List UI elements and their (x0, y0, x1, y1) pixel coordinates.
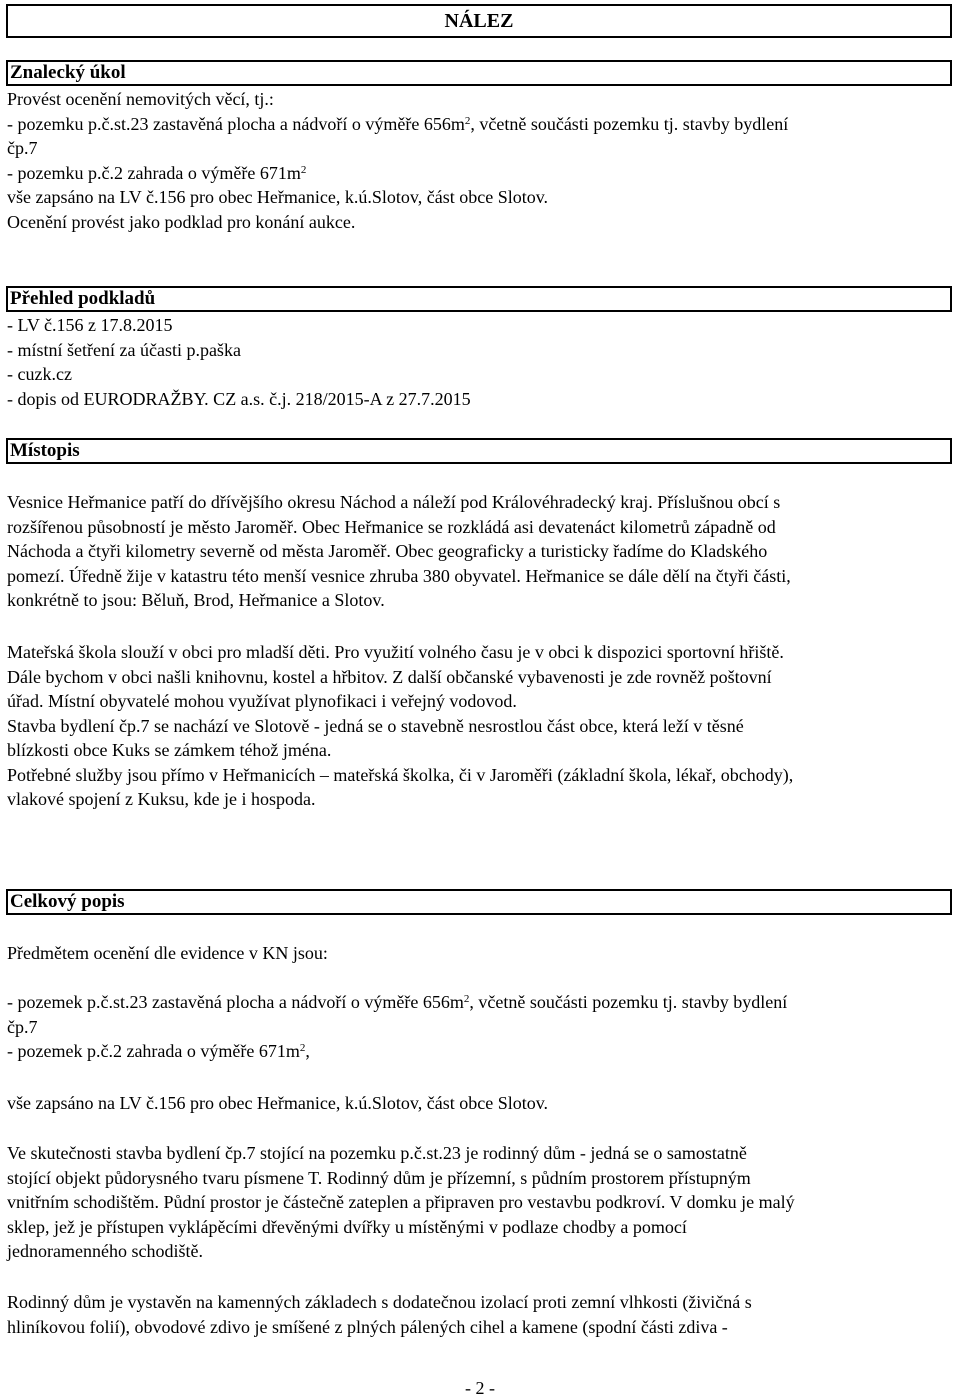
prehled-podkladu-list (7, 313, 953, 411)
text-line: stojící objekt půdorysného tvaru písmene T. Rodinný dům je přízemní, s půdním prostorem přístupným (7, 1167, 751, 1188)
text-line: Ocenění provést jako podklad pro konání aukce. (7, 211, 356, 232)
text-line: čp.7 (7, 138, 38, 158)
text-line: konkrétně to jsou: Běluň, Brod, Heřmanice a Slotov. (7, 590, 385, 610)
text-line: pomezí. Úředně žije v katastru této menší vesnice zhruba 380 obyvatel. Heřmanice se dále dělí na čtyři části, (7, 565, 791, 586)
text-line: Rodinný dům je vystavěn na kamenných základech s dodatečnou izolací proti zemní vlhkosti (živičná s (7, 1292, 752, 1312)
list-item: - cuzk.cz (7, 364, 72, 384)
celkovy-popis-paragraph-1 (7, 1141, 953, 1264)
list-item: - LV č.156 z 17.8.2015 (7, 315, 173, 335)
mistopis-paragraph-2 (7, 640, 953, 812)
section-heading-prehled-podkladu: Přehled podkladů (6, 286, 952, 312)
text-line: vše zapsáno na LV č.156 pro obec Heřmanice, k.ú.Slotov, část obce Slotov. (7, 1093, 549, 1113)
page-title: NÁLEZ (6, 4, 952, 38)
page-number: - 2 - (465, 1378, 495, 1398)
section-heading-mistopis: Místopis (6, 438, 952, 464)
text-line: rozšířenou působností je město Jaroměř. Obec Heřmanice se rozkládá asi devatenáct kilometrů západně od (7, 516, 776, 537)
text-line: Potřebné služby jsou přímo v Heřmanicích – mateřská školka, či v Jaroměři (základní škola, lékař, obchody), (7, 764, 794, 785)
text-line: Předmětem ocenění dle evidence v KN jsou: (7, 943, 328, 963)
text-line: Vesnice Heřmanice patří do dřívějšího okresu Náchod a náleží pod Královéhradecký kraj. Příslušnou obcí s (7, 492, 781, 512)
text-line: vše zapsáno na LV č.156 pro obec Heřmanice, k.ú.Slotov, část obce Slotov. (7, 187, 549, 207)
list-item: - pozemek p.č.2 zahrada o výměře $671m^2$, (7, 1041, 310, 1061)
list-item: - místní šetření za účasti p.paška (7, 339, 241, 360)
text-line: blízkosti obce Kuks se zámkem téhož jména. (7, 740, 332, 760)
mistopis-paragraph-1 (7, 490, 953, 613)
text-line: Provést ocenění nemovitých věcí, tj.: (7, 89, 274, 109)
text-line: - pozemku p.č.st.23 zastavěná plocha a nádvoří o výměře $656m^2$, včetně součásti pozemku tj. stavby bydlení (7, 113, 789, 134)
celkovy-popis-paragraph-2 (7, 1290, 953, 1339)
section-heading-celkovy-popis: Celkový popis (6, 889, 952, 915)
znalecky-ukol-text (7, 87, 953, 234)
text-line: jednoramenného schodiště. (7, 1241, 203, 1261)
text-line: Ve skutečnosti stavba bydlení čp.7 stojící na pozemku p.č.st.23 je rodinný dům - jedná se o samostatně (7, 1143, 747, 1163)
text-line: vlakové spojení z Kuksu, kde je i hospoda. (7, 789, 316, 809)
text-line: Stavba bydlení čp.7 se nachází ve Slotově - jedná se o stavebně nesrostlou část obce, která leží v těsné (7, 715, 744, 736)
list-item: - pozemek p.č.st.23 zastavěná plocha a nádvoří o výměře $656m^2$, včetně součásti pozemku tj. stavby bydlení (7, 992, 788, 1012)
text-line: vnitřním schodištěm. Půdní prostor je částečně zateplen a připraven pro vestavbu podkroví. V domku je malý (7, 1192, 795, 1212)
celkovy-popis-intro (7, 941, 953, 966)
text-line: Dále bychom v obci našli knihovnu, kostel a hřbitov. Z další občanské vybavenosti je zde rovněž poštovní (7, 666, 772, 687)
text-line: Mateřská škola slouží v obci pro mladší děti. Pro využití volného času je v obci k dispozici sportovní hřiště. (7, 642, 784, 662)
text-line: sklep, jež je přístupen vyklápěcími dřevěnými dvířky u místěnými v podlaze chodby a pomocí (7, 1216, 687, 1237)
text-line: hliníkovou folií), obvodové zdivo je smíšené z plných pálených cihel a kamene (spodní části zdiva - (7, 1316, 728, 1337)
section-heading-znalecky-ukol: Znalecký úkol (6, 60, 952, 86)
text-line: - pozemku p.č.2 zahrada o výměře $671m^2$ (7, 162, 307, 183)
text-line: čp.7 (7, 1016, 38, 1037)
list-item: - dopis od EURODRAŽBY. CZ a.s. č.j. 218/2015-A z 27.7.2015 (7, 388, 471, 409)
celkovy-popis-lv (7, 1091, 953, 1116)
text-line: Náchoda a čtyři kilometry severně od města Jaroměř. Obec geograficky a turisticky řadíme do Kladského (7, 541, 768, 561)
celkovy-popis-items (7, 990, 953, 1064)
text-line: úřad. Místní obyvatelé mohou využívat plynofikaci i veřejný vodovod. (7, 691, 517, 711)
